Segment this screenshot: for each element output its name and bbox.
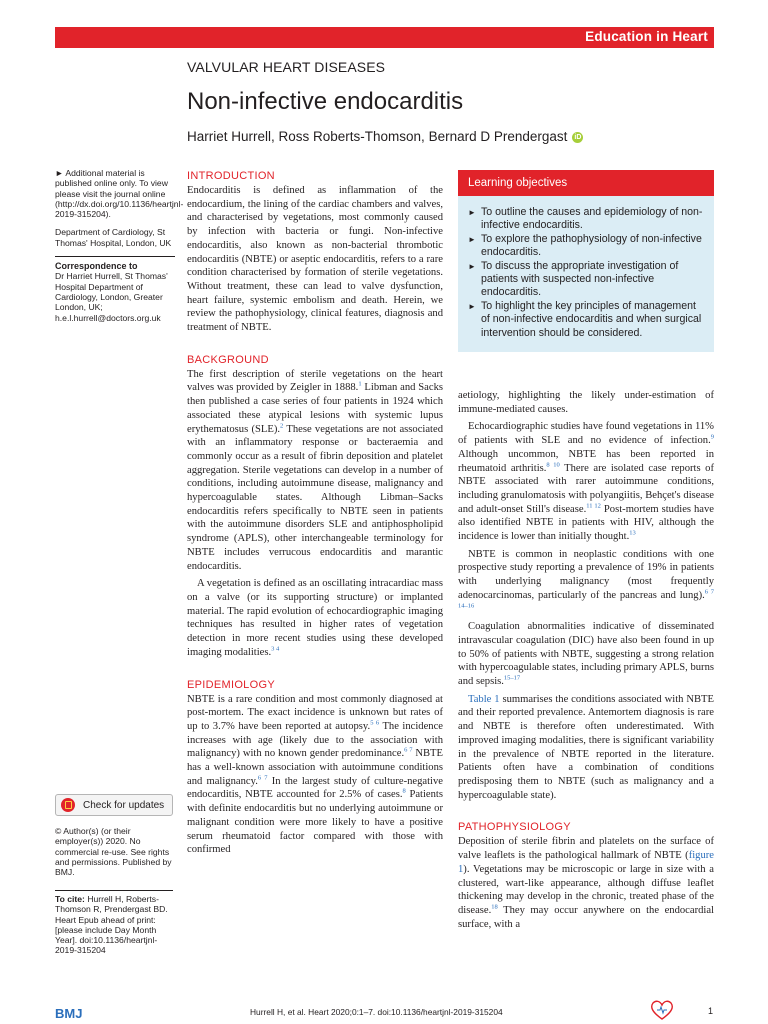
cite-label: To cite: <box>55 894 85 904</box>
list-item: ► To discuss the appropriate investigation of patients with suspected non-infective endocarditis. <box>468 260 704 300</box>
paragraph <box>458 420 714 543</box>
learning-objectives-box <box>458 170 714 352</box>
section-banner-label: Education in Heart <box>585 29 708 44</box>
additional-material-note: ► Additional material is published online only. To view please visit the journal online (http://dx.doi.org/10.1136/heartjnl-2019-315204). <box>55 168 184 220</box>
text: The first description of sterile vegetations on the heart valves was provided by Zeigler in 1888. <box>187 368 443 394</box>
bmj-logo: BMJ <box>55 1006 83 1021</box>
paragraph: aetiology, highlighting the likely under-estimation of immune-mediated causes. <box>458 390 714 415</box>
text: The incidence increases with age (likely due to the association with malignancy) with no known gender predominance. <box>187 720 443 760</box>
page-number: 1 <box>708 1006 714 1016</box>
text: These vegetations are not associated with an inflammatory response or bacteraemia and commonly occur as a result of fibrin deposition and platelet aggregation. Sterile vegetations can develop in a number of conditions, including autoimmune disease, malignancy and hypercoagulable states. Although Libman–Sacks endocarditis refers specifically to NBTE seen in patients with the autoimmune disorders SLE and antiphospholipid syndrome (APLS), other interchangeable terminology for NBTE includes verrucous endocarditis and marantic endocarditis. <box>187 423 443 572</box>
text: Patients with definite endocarditis but no underlying autoimmune or malignant condition were more likely to have a positive serum rheumatoid factor compared with those with confirmed <box>187 789 443 856</box>
table-link[interactable]: Table 1 <box>468 693 500 705</box>
text: Post-mortem studies have also identified NBTE in patients with HIV, although the incidence is lower than initially thought. <box>458 503 715 543</box>
reference-link[interactable]: 13 <box>629 529 636 537</box>
text: Deposition of sterile fibrin and platelets on the surface of valve leaflets is the pathological hallmark of NBTE ( <box>458 836 714 862</box>
text: ). Vegetations may be microscopic or large in size with a clustered, wart-like appearance, although diffuse leaflet thickening may develop in the chronic, treated phase of the disease. <box>458 863 714 916</box>
heading-introduction: INTRODUCTION <box>187 170 275 182</box>
reference-link[interactable]: 9 <box>710 433 714 441</box>
reference-link[interactable]: 1 <box>358 380 362 388</box>
reference-link[interactable]: 5 6 <box>370 719 380 727</box>
article-title: Non-infective endocarditis <box>187 88 464 115</box>
heart-society-logo-icon <box>648 998 676 1022</box>
text: In the largest study of culture-negative endocarditis, NBTE accounted for 2.5% of cases. <box>187 775 443 801</box>
heading-pathophysiology: PATHOPHYSIOLOGY <box>458 821 571 834</box>
text: Echocardiographic studies have found vegetations in 11% of patients with SLE and no evidence of infection. <box>458 421 714 447</box>
footer-citation: Hurrell H, et al. Heart 2020;0:1–7. doi:10.1136/heartjnl-2019-315204 <box>250 1007 503 1017</box>
text: summarises the conditions associated with NBTE and their reported prevalence. Antemortem diagnosis is rare and NBTE is therefore often underestimated. With improved imaging modalities, there is significant variability in the prevalence of NBTE reported in the literature. Patients often have a combination of conditions predisposing them to NBTE (such as malignancy and a hypercoagulable state). <box>458 693 714 801</box>
paragraph <box>187 577 443 659</box>
list-item: ► To outline the causes and epidemiology of non-infective endocarditis. <box>468 206 704 233</box>
reference-link[interactable]: 11 12 <box>586 502 601 510</box>
check-for-updates-button[interactable] <box>55 794 173 816</box>
author-names: Harriet Hurrell, Ross Roberts-Thomson, Bernard D Prendergast <box>187 129 568 144</box>
heading-background: BACKGROUND <box>187 353 269 366</box>
learning-objectives-list <box>458 196 714 340</box>
orcid-icon[interactable]: iD <box>574 133 582 141</box>
paragraph <box>187 368 443 574</box>
reference-link[interactable]: 18 <box>491 903 498 911</box>
crossmark-icon <box>61 798 75 812</box>
text: There are isolated case reports of NBTE associated with rarer autoimmune conditions, including granulomatosis with polyangiitis, Behçet's disease and adult-onset Still's disease. <box>458 462 714 515</box>
paragraph: Endocarditis is defined as inflammation of the endocardium, the lining of the cardiac chambers and valves, and characterised by vegetations, most commonly caused by infection with bacteria or fungi. Non-infective endocarditis, also known as non-bacterial thrombotic endocarditis (NBTE) or aseptic endocarditis, refers to a rare condition characterised by formation of sterile vegetations. Without treatment, these can lead to valve dysfunction, heart failure, systemic embolism and death. Herein, we review the pathophysiology, clinical features, diagnosis and treatment of NBTE. <box>187 185 443 334</box>
text: A vegetation is defined as an oscillating intracardiac mass on a valve (or its supporting structure) or implanted material. The rapid evolution of echocardiographic imaging techniques has resulted in higher rates of vegetation detection in more recent studies using these developed imaging modalities. <box>187 578 443 658</box>
heading-epidemiology: EPIDEMIOLOGY <box>187 678 275 691</box>
correspondence-heading: Correspondence to <box>55 261 138 272</box>
cite-text: Hurrell H, Roberts-Thomson R, Prendergast BD. Heart Epub ahead of print: [please include Day Month Year]. doi:10.1136/heartjnl-2019-315204 <box>55 894 168 956</box>
text: NBTE is a rare condition and most commonly diagnosed at post-mortem. The exact incidence is unknown but rates of up to 3.7% have been reported at autopsy. <box>187 693 443 732</box>
text: NBTE has a well-known association with autoimmune conditions and malignancy. <box>187 748 443 787</box>
reference-link[interactable]: 6 7 <box>404 746 413 754</box>
paragraph <box>458 548 714 617</box>
paragraph <box>458 693 714 803</box>
divider <box>55 256 175 257</box>
text: Although uncommon, NBTE has been reported in rheumatoid arthritis. <box>458 448 714 474</box>
reference-link[interactable]: 6 7 <box>257 774 268 782</box>
column-left <box>187 169 443 857</box>
reference-link[interactable]: 8 <box>402 787 406 795</box>
reference-link[interactable]: 3 4 <box>271 645 280 653</box>
reference-link[interactable]: 2 <box>280 422 284 430</box>
column-right <box>458 389 714 931</box>
text: NBTE is common in neoplastic conditions with one prospective study reporting a prevalence of 19% in patients with underlying malignancy (most frequently adenocarcinomas, particularly of the pancreas and lung). <box>458 548 714 601</box>
check-for-updates-label: Check for updates <box>83 799 165 811</box>
reference-link[interactable]: 6 7 14–16 <box>458 588 714 610</box>
paragraph <box>458 620 714 689</box>
author-list <box>187 129 583 144</box>
sidebar <box>55 168 184 331</box>
paragraph <box>458 835 714 931</box>
reference-link[interactable]: 8 10 <box>546 460 560 468</box>
text: Coagulation abnormalities indicative of disseminated intravascular coagulation (DIC) have also been found in up to 50% of patients with NBTE, suggesting a strong relation with hypercoagulable states, including primary APLS, burns and sepsis. <box>458 621 714 688</box>
figure-link[interactable]: figure 1 <box>458 850 714 875</box>
list-item: ► To explore the pathophysiology of non-infective endocarditis. <box>468 233 704 260</box>
list-item: ► To highlight the key principles of management of non-infective endocarditis and when surgical intervention should be considered. <box>468 300 704 340</box>
correspondence-details: Dr Harriet Hurrell, St Thomas' Hospital Department of Cardiology, London, Greater London, UK; h.e.l.hurrell@doctors.org.uk <box>55 271 168 323</box>
reference-link[interactable]: 15–17 <box>503 674 521 682</box>
section-banner <box>55 27 714 48</box>
article-category: VALVULAR HEART DISEASES <box>187 59 386 75</box>
paragraph <box>187 693 443 857</box>
copyright-note: © Author(s) (or their employer(s)) 2020. No commercial re-use. See rights and permissions. Published by BMJ. <box>55 826 172 878</box>
affiliation: Department of Cardiology, St Thomas' Hospital, London, UK <box>55 227 172 248</box>
citation-box <box>55 890 173 956</box>
learning-objectives-heading: Learning objectives <box>458 170 714 196</box>
text: They may occur anywhere on the endocardial surface, with a <box>458 904 714 930</box>
text: Libman and Sacks then published a case series of four patients in 1924 which associated these atypical lesions with systemic lupus erythematosus (SLE). <box>187 382 443 435</box>
